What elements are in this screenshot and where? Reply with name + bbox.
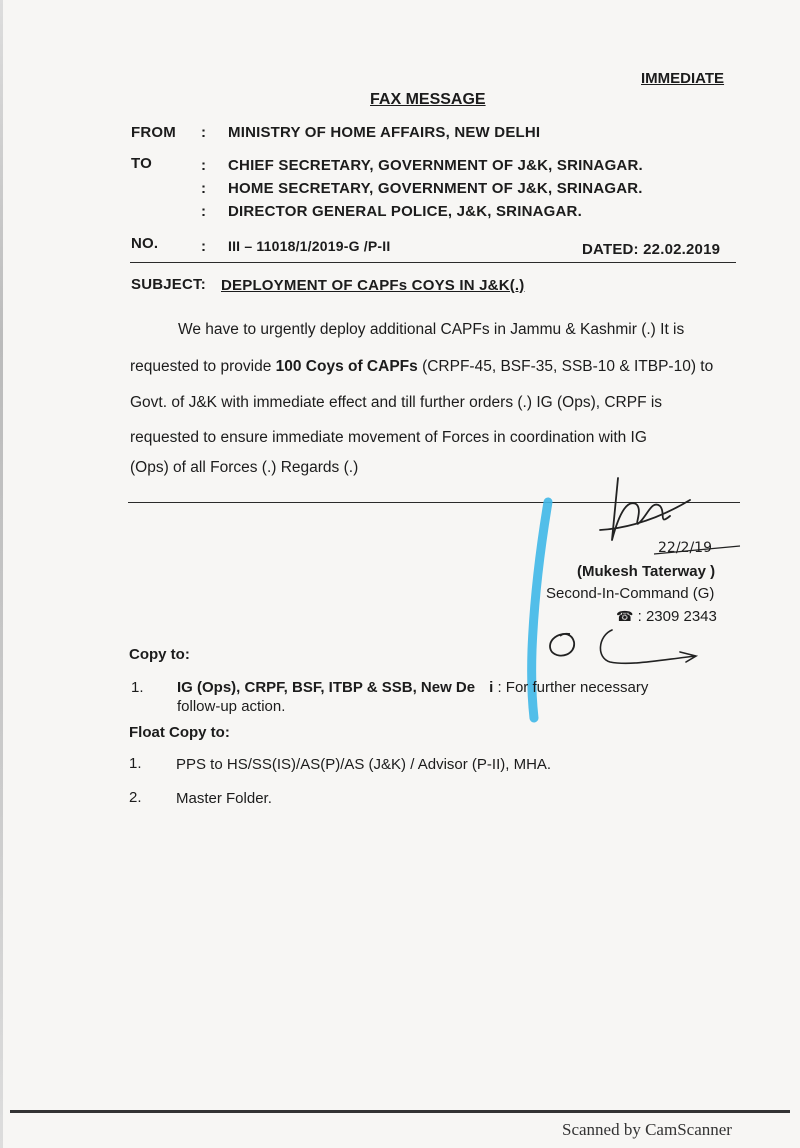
float-copy-label: Float Copy to:	[129, 724, 230, 741]
copy-to-label: Copy to:	[129, 646, 190, 663]
from-colon: :	[201, 124, 207, 141]
body-line-2	[130, 350, 713, 384]
telephone-icon: ☎	[616, 608, 634, 624]
number-colon: :	[201, 238, 207, 255]
to-colon-3: :	[201, 203, 207, 220]
copy-to-purpose: : For further necessary	[493, 679, 649, 696]
subject-label: SUBJECT:	[131, 276, 206, 293]
body-text: requested to provide	[130, 358, 276, 375]
to-recipient: HOME SECRETARY, GOVERNMENT OF J&K, SRINAGAR.	[228, 180, 643, 197]
body-emphasis: 100 Coys of CAPFs	[275, 358, 418, 375]
dated-value: DATED: 22.02.2019	[582, 241, 721, 258]
float-copy-item: PPS to HS/SS(IS)/AS(P)/AS (J&K) / Advisor (P-II), MHA.	[176, 756, 552, 773]
body-line-3: Govt. of J&K with immediate effect and till further orders (.) IG (Ops), CRPF is	[130, 394, 663, 411]
float-copy-number: 1.	[129, 755, 142, 772]
signatory-name: (Mukesh Taterway )	[577, 563, 716, 580]
to-recipient: CHIEF SECRETARY, GOVERNMENT OF J&K, SRINAGAR.	[228, 157, 643, 174]
from-value: MINISTRY OF HOME AFFAIRS, NEW DELHI	[228, 124, 541, 141]
scan-bottom-edge	[10, 1110, 790, 1113]
to-recipient: DIRECTOR GENERAL POLICE, J&K, SRINAGAR.	[228, 203, 582, 220]
body-text: (CRPF-45, BSF-35, SSB-10 & ITBP-10) to	[417, 358, 714, 375]
scanner-watermark: Scanned by CamScanner	[562, 1120, 732, 1139]
copy-to-recipient: IG (Ops), CRPF, BSF, ITBP & SSB, New De	[177, 679, 476, 696]
number-value: III – 11018/1/2019-G /P-II	[228, 238, 391, 254]
to-colon-2: :	[201, 180, 207, 197]
number-label: NO.	[131, 235, 159, 252]
to-label: TO	[131, 155, 152, 172]
float-copy-item: Master Folder.	[176, 790, 272, 807]
body-line-1: We have to urgently deploy additional CAPFs in Jammu & Kashmir (.) It is	[178, 321, 685, 338]
body-line-5: (Ops) of all Forces (.) Regards (.)	[130, 459, 359, 476]
to-colon-1: :	[201, 157, 207, 174]
document-title: FAX MESSAGE	[370, 91, 486, 108]
handwritten-initials	[540, 620, 710, 680]
from-label: FROM	[131, 124, 176, 141]
copy-to-number: 1.	[131, 679, 144, 696]
scan-left-edge	[0, 0, 3, 1148]
signatory-designation: Second-In-Command (G)	[546, 585, 715, 602]
signature-date: 22/2/19	[658, 540, 712, 556]
copy-to-recipient-tail: i	[489, 679, 494, 696]
body-line-4: requested to ensure immediate movement of Forces in coordination with IG	[130, 429, 647, 446]
header-rule	[130, 262, 736, 263]
subject-value: DEPLOYMENT OF CAPFs COYS IN J&K(.)	[221, 277, 525, 294]
copy-to-item	[177, 679, 648, 696]
priority-label: IMMEDIATE	[641, 70, 725, 87]
signatory-phone: : 2309 2343	[637, 608, 717, 625]
float-copy-number: 2.	[129, 789, 142, 806]
copy-to-item-line-2: follow-up action.	[177, 698, 286, 715]
